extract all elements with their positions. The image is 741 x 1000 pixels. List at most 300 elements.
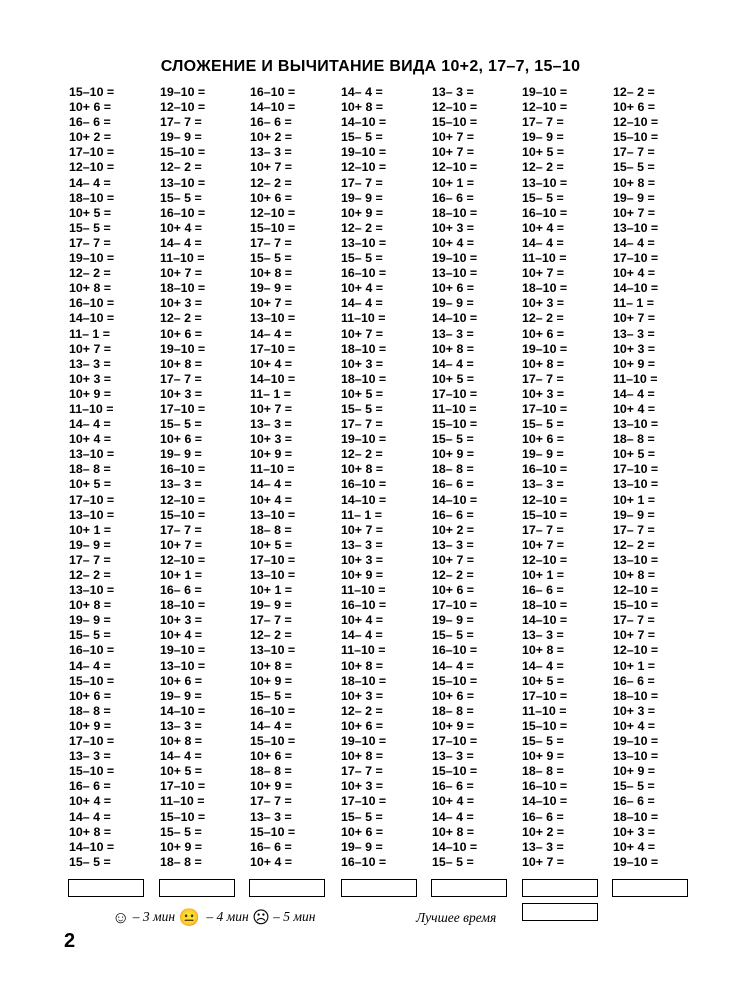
- equation-cell: 10+ 8 =: [432, 341, 475, 356]
- equation-cell: 15–10 =: [522, 718, 568, 733]
- equation-cell: 13– 3 =: [250, 417, 292, 432]
- equation-cell: 15– 5 =: [522, 190, 564, 205]
- equation-cell: 13–10 =: [613, 417, 659, 432]
- equation-cell: 10+ 4 =: [341, 613, 384, 628]
- equation-cell: 16– 6 =: [69, 779, 111, 794]
- equation-cell: 17–10 =: [522, 401, 568, 416]
- equation-cell: 10+ 5 =: [613, 447, 656, 462]
- equation-cell: 19–10 =: [341, 145, 387, 160]
- equation-cell: 13– 3 =: [250, 145, 292, 160]
- equation-cell: 10+ 9 =: [250, 779, 293, 794]
- equation-cell: 14– 4 =: [432, 658, 474, 673]
- equation-cell: 12– 2 =: [341, 220, 383, 235]
- equation-cell: 12– 2 =: [69, 266, 111, 281]
- equation-cell: 19– 9 =: [613, 190, 655, 205]
- equation-cell: 10+ 8 =: [341, 658, 384, 673]
- equation-cell: 10+ 6 =: [522, 432, 565, 447]
- equation-cell: 16–10 =: [341, 477, 387, 492]
- equation-cell: 14– 4 =: [613, 386, 655, 401]
- equation-cell: 10+ 7 =: [613, 628, 656, 643]
- equation-cell: 14– 4 =: [432, 809, 474, 824]
- equation-cell: 18– 8 =: [69, 703, 111, 718]
- equation-cell: 10+ 7 =: [250, 160, 293, 175]
- equation-cell: 13– 3 =: [341, 537, 383, 552]
- equation-cell: 10+ 3 =: [160, 296, 203, 311]
- equation-cell: 14– 4 =: [341, 296, 383, 311]
- equation-cell: 10+ 4 =: [160, 628, 203, 643]
- equation-cell: 13–10 =: [250, 568, 296, 582]
- answer-time-box-4[interactable]: [341, 879, 417, 897]
- equation-cell: 14– 4 =: [69, 809, 111, 824]
- equation-cell: 10+ 5 =: [522, 673, 565, 688]
- equation-cell: 17– 7 =: [522, 371, 564, 386]
- time-3-label: – 3 мин: [132, 909, 176, 924]
- equation-cell: 10+ 3 =: [341, 356, 384, 371]
- equation-cell: 19– 9 =: [613, 507, 655, 522]
- answer-time-box-5[interactable]: [431, 879, 507, 897]
- equation-cell: 10+ 7 =: [250, 296, 293, 311]
- equation-cell: 15– 5 =: [432, 628, 474, 643]
- equation-cell: 15– 5 =: [341, 809, 383, 824]
- equation-cell: 17– 7 =: [160, 371, 202, 386]
- equation-cell: 10+ 8 =: [341, 100, 384, 115]
- equation-cell: 15–10 =: [432, 764, 478, 779]
- equation-cell: 10+ 7 =: [341, 326, 384, 341]
- equation-cell: 10+ 5 =: [69, 477, 112, 492]
- equation-cell: 17–10 =: [613, 251, 659, 266]
- equation-cell: 14– 4 =: [432, 356, 474, 371]
- equation-cell: 10+ 9 =: [341, 568, 384, 582]
- equation-cell: 15– 5 =: [341, 401, 383, 416]
- equation-cell: 10+ 6 =: [160, 673, 203, 688]
- equation-cell: 14–10 =: [613, 281, 659, 296]
- equation-cell: 17– 7 =: [69, 552, 111, 567]
- equation-cell: 18– 8 =: [250, 764, 292, 779]
- equation-cell: 19–10 =: [160, 643, 206, 658]
- equation-cell: 19–10 =: [69, 251, 115, 266]
- equation-cell: 12– 2 =: [613, 85, 655, 99]
- equation-cell: 10+ 9 =: [250, 447, 293, 462]
- equation-cell: 13–10 =: [341, 235, 387, 250]
- equation-cell: 10+ 5 =: [160, 764, 203, 779]
- equation-cell: 10+ 8 =: [613, 175, 656, 190]
- equation-cell: 10+ 7 =: [160, 537, 203, 552]
- equation-cell: 15–10 =: [69, 85, 115, 99]
- equation-cell: 16–10 =: [341, 598, 387, 613]
- equation-cell: 11–10 =: [522, 703, 567, 718]
- equation-cell: 10+ 4 =: [250, 356, 293, 371]
- time-5-label: – 5 мин: [273, 909, 316, 924]
- equation-cell: 12– 2 =: [613, 537, 655, 552]
- equation-cell: 10+ 8 =: [341, 462, 384, 477]
- equation-cell: 12– 2 =: [432, 568, 474, 582]
- equation-cell: 17– 7 =: [341, 764, 383, 779]
- equation-cell: 10+ 4 =: [160, 220, 203, 235]
- equation-cell: 10+ 1 =: [613, 492, 656, 507]
- equation-cell: 12–10 =: [341, 160, 387, 175]
- equation-cell: 10+ 6 =: [432, 281, 475, 296]
- equation-cell: 10+ 4 =: [613, 839, 656, 854]
- equation-cell: 10+ 3 =: [341, 779, 384, 794]
- equation-cell: 16– 6 =: [432, 190, 474, 205]
- equation-cell: 10+ 2 =: [250, 130, 293, 145]
- equation-cell: 17–10 =: [160, 401, 206, 416]
- equation-cell: 16– 6 =: [522, 809, 564, 824]
- equation-column-1: [69, 85, 153, 870]
- equation-cell: 11– 1 =: [69, 326, 111, 341]
- equation-cell: 15– 5 =: [432, 432, 474, 447]
- equation-cell: 13–10 =: [160, 175, 206, 190]
- equation-cell: 17– 7 =: [160, 115, 202, 130]
- equation-cell: 13–10 =: [250, 311, 296, 326]
- equation-cell: 13– 3 =: [250, 809, 292, 824]
- equation-cell: 17–10 =: [613, 462, 659, 477]
- equation-cell: 11–10 =: [432, 401, 477, 416]
- equation-cell: 19– 9 =: [432, 296, 474, 311]
- equation-cell: 15– 5 =: [69, 220, 111, 235]
- equation-cell: 14– 4 =: [69, 658, 111, 673]
- neutral-face-icon: 😐: [178, 908, 200, 927]
- equation-cell: 10+ 7 =: [522, 266, 565, 281]
- best-time-box[interactable]: [522, 903, 598, 921]
- equation-cell: 17– 7 =: [250, 613, 292, 628]
- equation-cell: 10+ 1 =: [432, 175, 475, 190]
- equation-cell: 16–10 =: [69, 296, 115, 311]
- equation-cell: 10+ 7 =: [160, 266, 203, 281]
- equation-cell: 10+ 3 =: [341, 552, 384, 567]
- equation-cell: 10+ 4 =: [613, 401, 656, 416]
- equation-cell: 10+ 5 =: [69, 205, 112, 220]
- equation-cell: 13–10 =: [69, 447, 115, 462]
- equation-cell: 10+ 4 =: [250, 854, 293, 869]
- equation-cell: 10+ 3 =: [69, 371, 112, 386]
- equation-cell: 14–10 =: [250, 371, 296, 386]
- equation-cell: 16– 6 =: [432, 477, 474, 492]
- equation-cell: 17–10 =: [69, 145, 115, 160]
- equation-cell: 10+ 8 =: [160, 734, 203, 749]
- equation-cell: 19– 9 =: [522, 447, 564, 462]
- equation-cell: 19–10 =: [613, 734, 659, 749]
- equation-cell: 18–10 =: [69, 190, 115, 205]
- equation-cell: 10+ 1 =: [250, 583, 293, 598]
- equation-cell: 17–10 =: [69, 734, 115, 749]
- equation-cell: 11–10 =: [250, 462, 295, 477]
- equation-cell: 10+ 3 =: [522, 386, 565, 401]
- equation-cell: 16–10 =: [522, 779, 568, 794]
- equation-cell: 15–10 =: [613, 598, 659, 613]
- equation-cell: 10+ 4 =: [432, 235, 475, 250]
- equation-cell: 15– 5 =: [69, 628, 111, 643]
- equation-cell: 10+ 4 =: [432, 794, 475, 809]
- equation-cell: 10+ 3 =: [613, 824, 656, 839]
- equation-cell: 11–10 =: [522, 251, 567, 266]
- equation-cell: 10+ 4 =: [250, 492, 293, 507]
- equation-cell: 19– 9 =: [432, 613, 474, 628]
- equation-cell: 10+ 7 =: [613, 205, 656, 220]
- equation-cell: 17–10 =: [432, 386, 478, 401]
- equation-cell: 13–10 =: [69, 507, 115, 522]
- equation-cell: 11–10 =: [341, 643, 386, 658]
- equation-cell: 18–10 =: [341, 673, 387, 688]
- equation-cell: 15– 5 =: [432, 854, 474, 869]
- equation-cell: 18–10 =: [613, 688, 659, 703]
- equation-cell: 11– 1 =: [341, 507, 383, 522]
- equation-cell: 16–10 =: [160, 462, 206, 477]
- equation-cell: 10+ 3 =: [522, 296, 565, 311]
- equation-cell: 17– 7 =: [341, 417, 383, 432]
- equation-cell: 15– 5 =: [250, 251, 292, 266]
- equation-cell: 10+ 9 =: [341, 205, 384, 220]
- equation-cell: 12–10 =: [250, 205, 296, 220]
- equation-cell: 16–10 =: [522, 205, 568, 220]
- equation-cell: 15– 5 =: [522, 734, 564, 749]
- equation-cell: 15–10 =: [69, 673, 115, 688]
- equation-cell: 14– 4 =: [341, 628, 383, 643]
- equation-cell: 19– 9 =: [160, 447, 202, 462]
- smile-face-icon: ☺: [112, 908, 130, 927]
- equation-cell: 15–10 =: [432, 417, 478, 432]
- equation-cell: 14–10 =: [432, 839, 478, 854]
- equation-cell: 12– 2 =: [341, 447, 383, 462]
- equation-cell: 17–10 =: [432, 734, 478, 749]
- equation-cell: 12– 2 =: [160, 160, 202, 175]
- sad-face-icon: ☹: [252, 908, 270, 927]
- equation-cell: 15–10 =: [432, 673, 478, 688]
- equation-cell: 16– 6 =: [250, 839, 292, 854]
- equation-cell: 13– 3 =: [613, 326, 655, 341]
- equation-cell: 19– 9 =: [341, 839, 383, 854]
- answer-time-box-7[interactable]: [612, 879, 688, 897]
- equation-cell: 10+ 6 =: [250, 749, 293, 764]
- equation-cell: 12–10 =: [432, 100, 478, 115]
- equation-cell: 13–10 =: [432, 266, 478, 281]
- equation-cell: 12–10 =: [613, 643, 659, 658]
- time-legend: [112, 908, 316, 928]
- equation-cell: 10+ 7 =: [522, 854, 565, 869]
- equation-cell: 15– 5 =: [250, 688, 292, 703]
- equation-cell: 16– 6 =: [613, 673, 655, 688]
- equation-cell: 13– 3 =: [432, 326, 474, 341]
- equation-cell: 13– 3 =: [432, 749, 474, 764]
- answer-time-box-6[interactable]: [522, 879, 598, 897]
- equation-cell: 10+ 8 =: [160, 356, 203, 371]
- equation-cell: 12–10 =: [522, 552, 568, 567]
- equation-cell: 15– 5 =: [160, 824, 202, 839]
- equation-cell: 10+ 5 =: [522, 145, 565, 160]
- equation-cell: 13– 3 =: [522, 839, 564, 854]
- equation-cell: 15–10 =: [250, 220, 296, 235]
- equation-cell: 11–10 =: [160, 794, 205, 809]
- equation-cell: 17– 7 =: [69, 235, 111, 250]
- equation-cell: 19– 9 =: [250, 281, 292, 296]
- equation-cell: 13– 3 =: [160, 718, 202, 733]
- equation-cell: 10+ 3 =: [613, 341, 656, 356]
- equation-cell: 14–10 =: [432, 311, 478, 326]
- equation-cell: 10+ 7 =: [341, 522, 384, 537]
- equation-cell: 10+ 4 =: [522, 220, 565, 235]
- equation-cell: 11–10 =: [160, 251, 205, 266]
- equation-cell: 17– 7 =: [522, 522, 564, 537]
- equation-cell: 15– 5 =: [613, 160, 655, 175]
- equation-cell: 12– 2 =: [522, 311, 564, 326]
- equation-cell: 19– 9 =: [341, 190, 383, 205]
- equation-cell: 14–10 =: [250, 100, 296, 115]
- equation-cell: 17–10 =: [250, 552, 296, 567]
- equation-cell: 10+ 6 =: [613, 100, 656, 115]
- equation-cell: 17– 7 =: [522, 115, 564, 130]
- equation-cell: 10+ 1 =: [613, 658, 656, 673]
- equation-cell: 10+ 6 =: [341, 824, 384, 839]
- equation-cell: 13–10 =: [250, 507, 296, 522]
- equation-cell: 18–10 =: [160, 281, 206, 296]
- equation-cell: 16– 6 =: [432, 779, 474, 794]
- equation-cell: 15–10 =: [160, 507, 206, 522]
- equation-cell: 10+ 7 =: [432, 130, 475, 145]
- equation-cell: 10+ 9 =: [522, 749, 565, 764]
- equation-cell: 13– 3 =: [69, 356, 111, 371]
- equation-cell: 10+ 8 =: [432, 824, 475, 839]
- equation-cell: 10+ 7 =: [432, 552, 475, 567]
- equation-cell: 19–10 =: [432, 251, 478, 266]
- equation-cell: 13– 3 =: [160, 477, 202, 492]
- equation-cell: 10+ 9 =: [613, 764, 656, 779]
- time-4-label: – 4 мин: [206, 909, 249, 924]
- equation-cell: 18–10 =: [613, 809, 659, 824]
- equation-cell: 15–10 =: [250, 734, 296, 749]
- equation-cell: 17–10 =: [522, 688, 568, 703]
- answer-time-box-3[interactable]: [249, 879, 325, 897]
- equation-cell: 14– 4 =: [69, 175, 111, 190]
- equation-cell: 14– 4 =: [69, 417, 111, 432]
- page-title: СЛОЖЕНИЕ И ВЫЧИТАНИЕ ВИДА 10+2, 17–7, 15–10: [160, 58, 581, 75]
- equation-cell: 10+ 3 =: [250, 432, 293, 447]
- equation-cell: 19–10 =: [160, 341, 206, 356]
- equation-cell: 16–10 =: [341, 266, 387, 281]
- equation-cell: 16– 6 =: [160, 583, 202, 598]
- equation-cell: 16– 6 =: [432, 507, 474, 522]
- equation-cell: 10+ 6 =: [250, 190, 293, 205]
- equation-cell: 14–10 =: [522, 613, 568, 628]
- equation-column-4: [341, 85, 425, 870]
- equation-column-3: [250, 85, 334, 870]
- equation-cell: 18– 8 =: [613, 432, 655, 447]
- equation-cell: 18– 8 =: [522, 764, 564, 779]
- equation-cell: 19–10 =: [160, 85, 206, 99]
- equation-cell: 13– 3 =: [522, 477, 564, 492]
- equation-cell: 10+ 3 =: [160, 613, 203, 628]
- equation-cell: 18–10 =: [522, 281, 568, 296]
- equation-cell: 15– 5 =: [160, 190, 202, 205]
- equation-cell: 10+ 7 =: [250, 401, 293, 416]
- equation-cell: 13– 3 =: [432, 537, 474, 552]
- equation-cell: 10+ 3 =: [432, 220, 475, 235]
- equation-cell: 11–10 =: [69, 401, 114, 416]
- equation-cell: 15–10 =: [522, 507, 568, 522]
- equation-cell: 10+ 9 =: [432, 718, 475, 733]
- equation-cell: 18–10 =: [160, 598, 206, 613]
- equation-cell: 10+ 9 =: [69, 386, 112, 401]
- equation-cell: 16–10 =: [160, 205, 206, 220]
- equation-cell: 10+ 1 =: [160, 568, 203, 582]
- equation-cell: 18–10 =: [432, 205, 478, 220]
- equation-cell: 17– 7 =: [160, 522, 202, 537]
- equation-cell: 10+ 8 =: [341, 749, 384, 764]
- equation-cell: 18–10 =: [341, 341, 387, 356]
- equation-cell: 10+ 8 =: [522, 356, 565, 371]
- equation-cell: 10+ 8 =: [522, 643, 565, 658]
- equation-cell: 11–10 =: [613, 371, 658, 386]
- equation-cell: 15– 5 =: [341, 130, 383, 145]
- equation-cell: 10+ 8 =: [69, 281, 112, 296]
- equation-cell: 12–10 =: [522, 492, 568, 507]
- equation-cell: 13–10 =: [69, 583, 115, 598]
- equation-cell: 19– 9 =: [69, 537, 111, 552]
- equation-cell: 14– 4 =: [522, 658, 564, 673]
- equation-cell: 18– 8 =: [250, 522, 292, 537]
- equation-cell: 11– 1 =: [613, 296, 655, 311]
- answer-time-box-1[interactable]: [68, 879, 144, 897]
- equation-cell: 10+ 4 =: [613, 266, 656, 281]
- equation-cell: 10+ 6 =: [341, 718, 384, 733]
- equation-cell: 16–10 =: [250, 703, 296, 718]
- equation-cell: 18– 8 =: [160, 854, 202, 869]
- equation-cell: 11–10 =: [341, 311, 386, 326]
- equation-cell: 17– 7 =: [250, 235, 292, 250]
- equation-cell: 17– 7 =: [613, 145, 655, 160]
- equation-cell: 14– 4 =: [341, 85, 383, 99]
- equation-cell: 12–10 =: [69, 160, 115, 175]
- equation-column-5: [432, 85, 516, 870]
- equation-column-2: [160, 85, 244, 870]
- equation-cell: 16–10 =: [341, 854, 387, 869]
- equation-cell: 10+ 5 =: [432, 371, 475, 386]
- equation-cell: 14–10 =: [522, 794, 568, 809]
- equation-cell: 13–10 =: [160, 658, 206, 673]
- equation-cell: 16– 6 =: [613, 794, 655, 809]
- equation-cell: 14–10 =: [69, 839, 115, 854]
- equation-cell: 19–10 =: [613, 854, 659, 869]
- equation-cell: 10+ 6 =: [160, 432, 203, 447]
- equation-cell: 10+ 9 =: [250, 673, 293, 688]
- equation-cell: 14–10 =: [341, 492, 387, 507]
- equation-cell: 10+ 1 =: [522, 568, 565, 582]
- equation-cell: 13–10 =: [613, 749, 659, 764]
- equation-cell: 16– 6 =: [69, 115, 111, 130]
- equation-cell: 12– 2 =: [69, 568, 111, 582]
- equation-cell: 13– 3 =: [69, 749, 111, 764]
- equation-cell: 19–10 =: [341, 432, 387, 447]
- equation-cell: 10+ 7 =: [522, 537, 565, 552]
- equation-cell: 15– 5 =: [341, 251, 383, 266]
- equation-cell: 10+ 7 =: [69, 341, 112, 356]
- equation-cell: 17–10 =: [69, 492, 115, 507]
- equation-cell: 19–10 =: [522, 341, 568, 356]
- equation-cell: 19– 9 =: [522, 130, 564, 145]
- answer-time-box-2[interactable]: [159, 879, 235, 897]
- equation-cell: 16– 6 =: [250, 115, 292, 130]
- equation-cell: 10+ 5 =: [341, 386, 384, 401]
- equation-cell: 17– 7 =: [613, 613, 655, 628]
- equation-cell: 10+ 6 =: [160, 326, 203, 341]
- equation-cell: 10+ 3 =: [613, 703, 656, 718]
- equation-cell: 14–10 =: [341, 115, 387, 130]
- equation-cell: 13– 3 =: [522, 628, 564, 643]
- equation-cell: 10+ 2 =: [522, 824, 565, 839]
- equation-cell: 14–10 =: [432, 492, 478, 507]
- equation-cell: 12–10 =: [160, 552, 206, 567]
- equation-cell: 14– 4 =: [522, 235, 564, 250]
- equation-cell: 10+ 8 =: [69, 824, 112, 839]
